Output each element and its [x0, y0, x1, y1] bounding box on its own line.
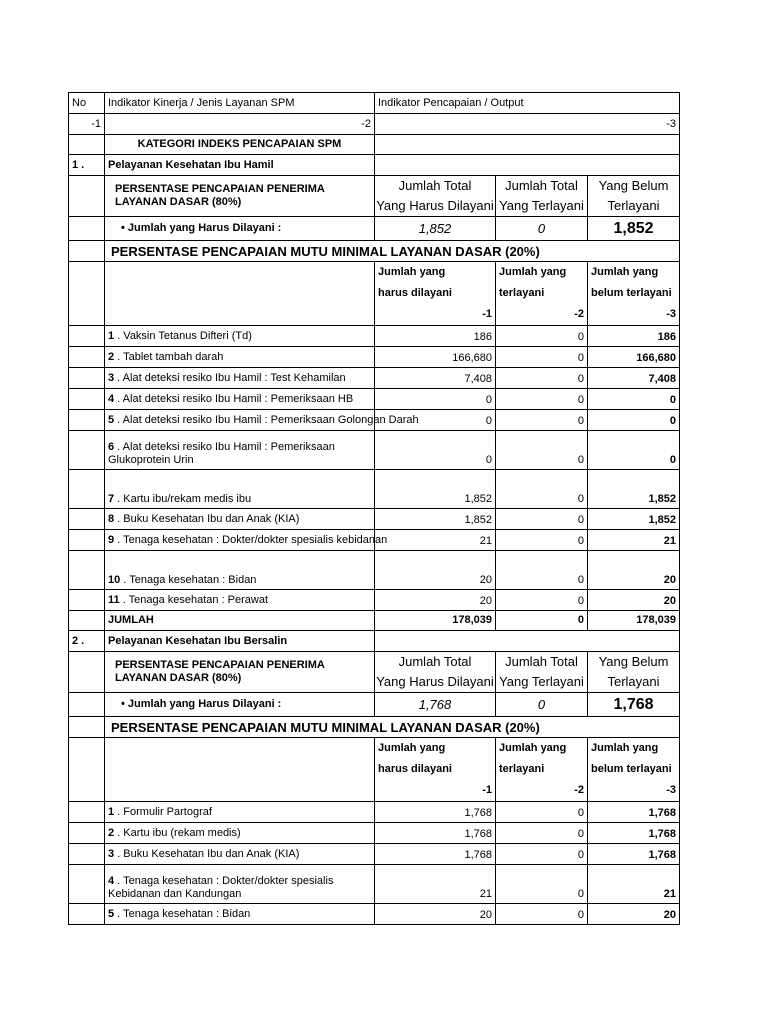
- kategori-row: [69, 135, 680, 155]
- total-label: JUMLAH: [105, 611, 375, 631]
- item-label: [105, 431, 375, 470]
- item-a: 21: [375, 865, 496, 904]
- table-row: [69, 904, 680, 925]
- item-label: [105, 590, 375, 611]
- section-title-blank: [375, 155, 680, 176]
- table-row: [69, 551, 680, 590]
- sub-num-a: -1: [482, 308, 492, 320]
- total-b: 0: [496, 611, 588, 631]
- item-text: . Buku Kesehatan Ibu dan Anak (KIA): [114, 847, 300, 860]
- item-text: . Alat deteksi resiko Ibu Hamil : Pemeriksaan HB: [114, 392, 354, 405]
- mutu-sub-blank-2: [105, 262, 375, 326]
- table-row: [69, 530, 680, 551]
- table-row: [69, 431, 680, 470]
- section-no: 1 .: [69, 155, 105, 176]
- item-label: [105, 823, 375, 844]
- item-c: 21: [588, 530, 680, 551]
- persentase-label: PERSENTASE PENCAPAIAN PENERIMA LAYANAN DASAR (80%): [105, 652, 375, 693]
- jumlah-blank: [69, 693, 105, 717]
- col-c-line1: Yang Belum: [598, 178, 669, 193]
- col-c-line2: Terlayani: [607, 674, 660, 689]
- item-no-blank: [69, 431, 105, 470]
- item-text: . Formulir Partograf: [114, 805, 212, 818]
- mutu-blank: [69, 717, 105, 738]
- mutu-title-row: [69, 717, 680, 738]
- item-no-blank: [69, 590, 105, 611]
- item-no-blank: [69, 347, 105, 368]
- header-row: [69, 93, 680, 114]
- mutu-title: PERSENTASE PENCAPAIAN MUTU MINIMAL LAYANAN DASAR (20%): [105, 241, 680, 262]
- item-a: 1,768: [375, 802, 496, 823]
- item-b: 0: [496, 844, 588, 865]
- item-c: 1,768: [588, 844, 680, 865]
- header-num-2: -2: [105, 114, 375, 135]
- jumlah-b: 0: [496, 693, 588, 717]
- item-c: 20: [588, 590, 680, 611]
- item-a: 20: [375, 590, 496, 611]
- item-c: 21: [588, 865, 680, 904]
- col-a-line1: Jumlah Total: [398, 178, 472, 193]
- item-number: 2: [108, 350, 115, 363]
- header-no: No: [69, 93, 105, 114]
- item-no-blank: [69, 802, 105, 823]
- sub-b-line2: terlayani: [499, 287, 545, 299]
- item-no-blank: [69, 823, 105, 844]
- header-indikator: Indikator Kinerja / Jenis Layanan SPM: [105, 93, 375, 114]
- section-title-row: [69, 155, 680, 176]
- total-row: [69, 611, 680, 631]
- item-c: 0: [588, 389, 680, 410]
- kategori-title: KATEGORI INDEKS PENCAPAIAN SPM: [105, 135, 375, 155]
- table-row: [69, 509, 680, 530]
- item-no-blank: [69, 326, 105, 347]
- item-label: [105, 530, 388, 551]
- item-label: [105, 802, 375, 823]
- item-label: [105, 551, 375, 590]
- table-row: [69, 470, 680, 509]
- sub-num-b: -2: [574, 308, 584, 320]
- item-b: 0: [496, 389, 588, 410]
- mutu-subheader-row: [69, 262, 680, 326]
- persentase-row: [69, 652, 680, 693]
- item-text: . Tenaga kesehatan : Bidan: [120, 574, 257, 586]
- jumlah-blank: [69, 217, 105, 241]
- col-c-header: [588, 652, 680, 693]
- item-b: 0: [496, 431, 588, 470]
- item-text: . Tenaga kesehatan : Dokter/dokter spesialis kebidanan: [114, 533, 388, 546]
- sub-col-c: [588, 738, 680, 802]
- sub-num-c: -3: [666, 784, 677, 796]
- table-row: [69, 844, 680, 865]
- item-a: 20: [375, 551, 496, 590]
- sub-col-c: [588, 262, 680, 326]
- jumlah-row: [69, 693, 680, 717]
- item-b: 0: [496, 326, 588, 347]
- jumlah-label: • Jumlah yang Harus Dilayani :: [105, 693, 375, 717]
- item-b: 0: [496, 551, 588, 590]
- item-b: 0: [496, 368, 588, 389]
- item-text: . Alat deteksi resiko Ibu Hamil : Pemeriksaan Golongan Darah: [114, 413, 419, 426]
- col-b-line1: Jumlah Total: [505, 654, 578, 669]
- sub-b-line1: Jumlah yang: [499, 742, 567, 754]
- item-a: 0: [375, 410, 496, 431]
- table-row: [69, 865, 680, 904]
- item-c: 186: [588, 326, 680, 347]
- section-title: Pelayanan Kesehatan Ibu Hamil: [105, 155, 375, 176]
- item-label: [105, 904, 375, 925]
- sub-num-c: -3: [666, 308, 677, 320]
- item-a: 166,680: [375, 347, 496, 368]
- item-b: 0: [496, 590, 588, 611]
- header-num-3: -3: [375, 114, 680, 135]
- item-text: . Alat deteksi resiko Ibu Hamil : Test Kehamilan: [114, 371, 346, 384]
- col-b-line2: Yang Terlayani: [499, 198, 584, 213]
- sub-a-line2: harus dilayani: [378, 763, 452, 775]
- item-a: 1,852: [375, 509, 496, 530]
- item-number: 8: [108, 512, 115, 525]
- item-b: 0: [496, 410, 588, 431]
- item-c: 1,852: [588, 470, 680, 509]
- item-c: 0: [588, 431, 680, 470]
- item-number: 11: [108, 593, 120, 606]
- item-number: 9: [108, 533, 115, 546]
- sub-num-b: -2: [574, 784, 584, 796]
- sub-a-line1: Jumlah yang: [378, 742, 446, 754]
- total-c: 178,039: [588, 611, 680, 631]
- item-text: . Kartu ibu (rekam medis): [114, 826, 241, 839]
- table-row: [69, 368, 680, 389]
- item-c: 1,852: [588, 509, 680, 530]
- item-c: 20: [588, 904, 680, 925]
- header-num-1: -1: [69, 114, 105, 135]
- mutu-sub-blank: [69, 262, 105, 326]
- item-text: . Tablet tambah darah: [114, 350, 224, 363]
- mutu-sub-blank: [69, 738, 105, 802]
- item-a: 21: [375, 530, 496, 551]
- section-no: 2 .: [69, 631, 105, 652]
- item-label: [105, 844, 375, 865]
- mutu-sub-blank-2: [105, 738, 375, 802]
- sub-a-line2: harus dilayani: [378, 287, 452, 299]
- item-text: . Kartu ibu/rekam medis ibu: [114, 493, 252, 505]
- item-b: 0: [496, 904, 588, 925]
- item-c: 1,768: [588, 823, 680, 844]
- item-number: 1: [108, 329, 115, 342]
- mutu-title-row: [69, 241, 680, 262]
- jumlah-c: 1,852: [588, 217, 680, 241]
- persentase-label: PERSENTASE PENCAPAIAN PENERIMA LAYANAN DASAR (80%): [105, 176, 375, 217]
- table-row: [69, 410, 680, 431]
- item-text: . Buku Kesehatan Ibu dan Anak (KIA): [114, 512, 300, 525]
- col-a-line2: Yang Harus Dilayani: [376, 198, 494, 213]
- item-b: 0: [496, 509, 588, 530]
- sub-col-b: [496, 738, 588, 802]
- item-number: 3: [108, 847, 115, 860]
- item-no-blank: [69, 470, 105, 509]
- item-no-blank: [69, 844, 105, 865]
- item-number: 5: [108, 413, 115, 426]
- item-label: [105, 470, 375, 509]
- total-blank: [69, 611, 105, 631]
- sub-c-line2: belum terlayani: [591, 287, 672, 299]
- jumlah-b: 0: [496, 217, 588, 241]
- item-no-blank: [69, 509, 105, 530]
- item-no-blank: [69, 865, 105, 904]
- table-row: [69, 590, 680, 611]
- item-label: [105, 326, 375, 347]
- mutu-title: PERSENTASE PENCAPAIAN MUTU MINIMAL LAYANAN DASAR (20%): [105, 717, 680, 738]
- item-text: . Tenaga kesehatan : Dokter/dokter spesialis Kebidanan dan Kandungan: [108, 875, 334, 900]
- item-c: 166,680: [588, 347, 680, 368]
- item-c: 1,768: [588, 802, 680, 823]
- item-no-blank: [69, 368, 105, 389]
- section-title-row: [69, 631, 680, 652]
- persentase-blank: [69, 652, 105, 693]
- col-b-header: [496, 652, 588, 693]
- table-row: [69, 802, 680, 823]
- col-b-line1: Jumlah Total: [505, 178, 578, 193]
- jumlah-c: 1,768: [588, 693, 680, 717]
- col-a-header: [375, 176, 496, 217]
- item-number: 6: [108, 441, 115, 453]
- item-label: [105, 389, 375, 410]
- section-title: Pelayanan Kesehatan Ibu Bersalin: [105, 631, 375, 652]
- col-a-line1: Jumlah Total: [398, 654, 472, 669]
- item-number: 10: [108, 574, 121, 586]
- header-output: Indikator Pencapaian / Output: [375, 93, 680, 114]
- jumlah-row: [69, 217, 680, 241]
- col-b-line2: Yang Terlayani: [499, 674, 584, 689]
- spm-table-body: [69, 93, 680, 925]
- table-row: [69, 823, 680, 844]
- item-label: [105, 410, 419, 431]
- item-c: 20: [588, 551, 680, 590]
- sub-col-a: [375, 738, 496, 802]
- item-text: . Tenaga kesehatan : Perawat: [119, 593, 269, 606]
- item-a: 1,852: [375, 470, 496, 509]
- col-c-line1: Yang Belum: [598, 654, 669, 669]
- col-b-header: [496, 176, 588, 217]
- item-label: [105, 865, 375, 904]
- item-text: . Tenaga kesehatan : Bidan: [114, 907, 251, 920]
- mutu-subheader-row: [69, 738, 680, 802]
- item-number: 5: [108, 907, 115, 920]
- item-no-blank: [69, 410, 105, 431]
- col-c-header: [588, 176, 680, 217]
- item-number: 1: [108, 805, 115, 818]
- item-number: 4: [108, 875, 115, 887]
- item-a: 0: [375, 431, 496, 470]
- item-number: 7: [108, 493, 115, 505]
- table-row: [69, 347, 680, 368]
- sub-b-line2: terlayani: [499, 763, 545, 775]
- kategori-blank: [69, 135, 105, 155]
- sub-c-line2: belum terlayani: [591, 763, 672, 775]
- persentase-row: [69, 176, 680, 217]
- total-a: 178,039: [375, 611, 496, 631]
- table-row: [69, 389, 680, 410]
- sub-num-a: -1: [482, 784, 492, 796]
- item-no-blank: [69, 551, 105, 590]
- sub-c-line1: Jumlah yang: [591, 742, 659, 754]
- item-b: 0: [496, 823, 588, 844]
- sub-col-a: [375, 262, 496, 326]
- sub-col-b: [496, 262, 588, 326]
- jumlah-a: 1,768: [375, 693, 496, 717]
- spm-table: [68, 92, 680, 925]
- section-title-blank: [375, 631, 680, 652]
- item-label: [105, 368, 375, 389]
- item-a: 0: [375, 389, 496, 410]
- item-text: . Alat deteksi resiko Ibu Hamil : Pemeriksaan Glukoprotein Urin: [108, 441, 335, 466]
- item-c: 7,408: [588, 368, 680, 389]
- item-a: 1,768: [375, 823, 496, 844]
- item-b: 0: [496, 865, 588, 904]
- jumlah-a: 1,852: [375, 217, 496, 241]
- table-row: [69, 326, 680, 347]
- mutu-blank: [69, 241, 105, 262]
- item-b: 0: [496, 530, 588, 551]
- item-a: 1,768: [375, 844, 496, 865]
- item-number: 4: [108, 392, 115, 405]
- item-no-blank: [69, 530, 105, 551]
- item-text: . Vaksin Tetanus Difteri (Td): [114, 329, 252, 342]
- col-c-line2: Terlayani: [607, 198, 660, 213]
- sub-c-line1: Jumlah yang: [591, 266, 659, 278]
- col-a-line2: Yang Harus Dilayani: [376, 674, 494, 689]
- item-a: 186: [375, 326, 496, 347]
- item-no-blank: [69, 389, 105, 410]
- item-a: 7,408: [375, 368, 496, 389]
- sub-b-line1: Jumlah yang: [499, 266, 567, 278]
- item-number: 3: [108, 371, 115, 384]
- item-number: 2: [108, 826, 115, 839]
- item-no-blank: [69, 904, 105, 925]
- jumlah-label: • Jumlah yang Harus Dilayani :: [105, 217, 375, 241]
- item-label: [105, 509, 375, 530]
- header-number-row: [69, 114, 680, 135]
- sub-a-line1: Jumlah yang: [378, 266, 446, 278]
- item-c: 0: [588, 410, 680, 431]
- item-b: 0: [496, 470, 588, 509]
- item-label: [105, 347, 375, 368]
- item-a: 20: [375, 904, 496, 925]
- col-a-header: [375, 652, 496, 693]
- persentase-blank: [69, 176, 105, 217]
- item-b: 0: [496, 802, 588, 823]
- kategori-blank-right: [375, 135, 680, 155]
- item-b: 0: [496, 347, 588, 368]
